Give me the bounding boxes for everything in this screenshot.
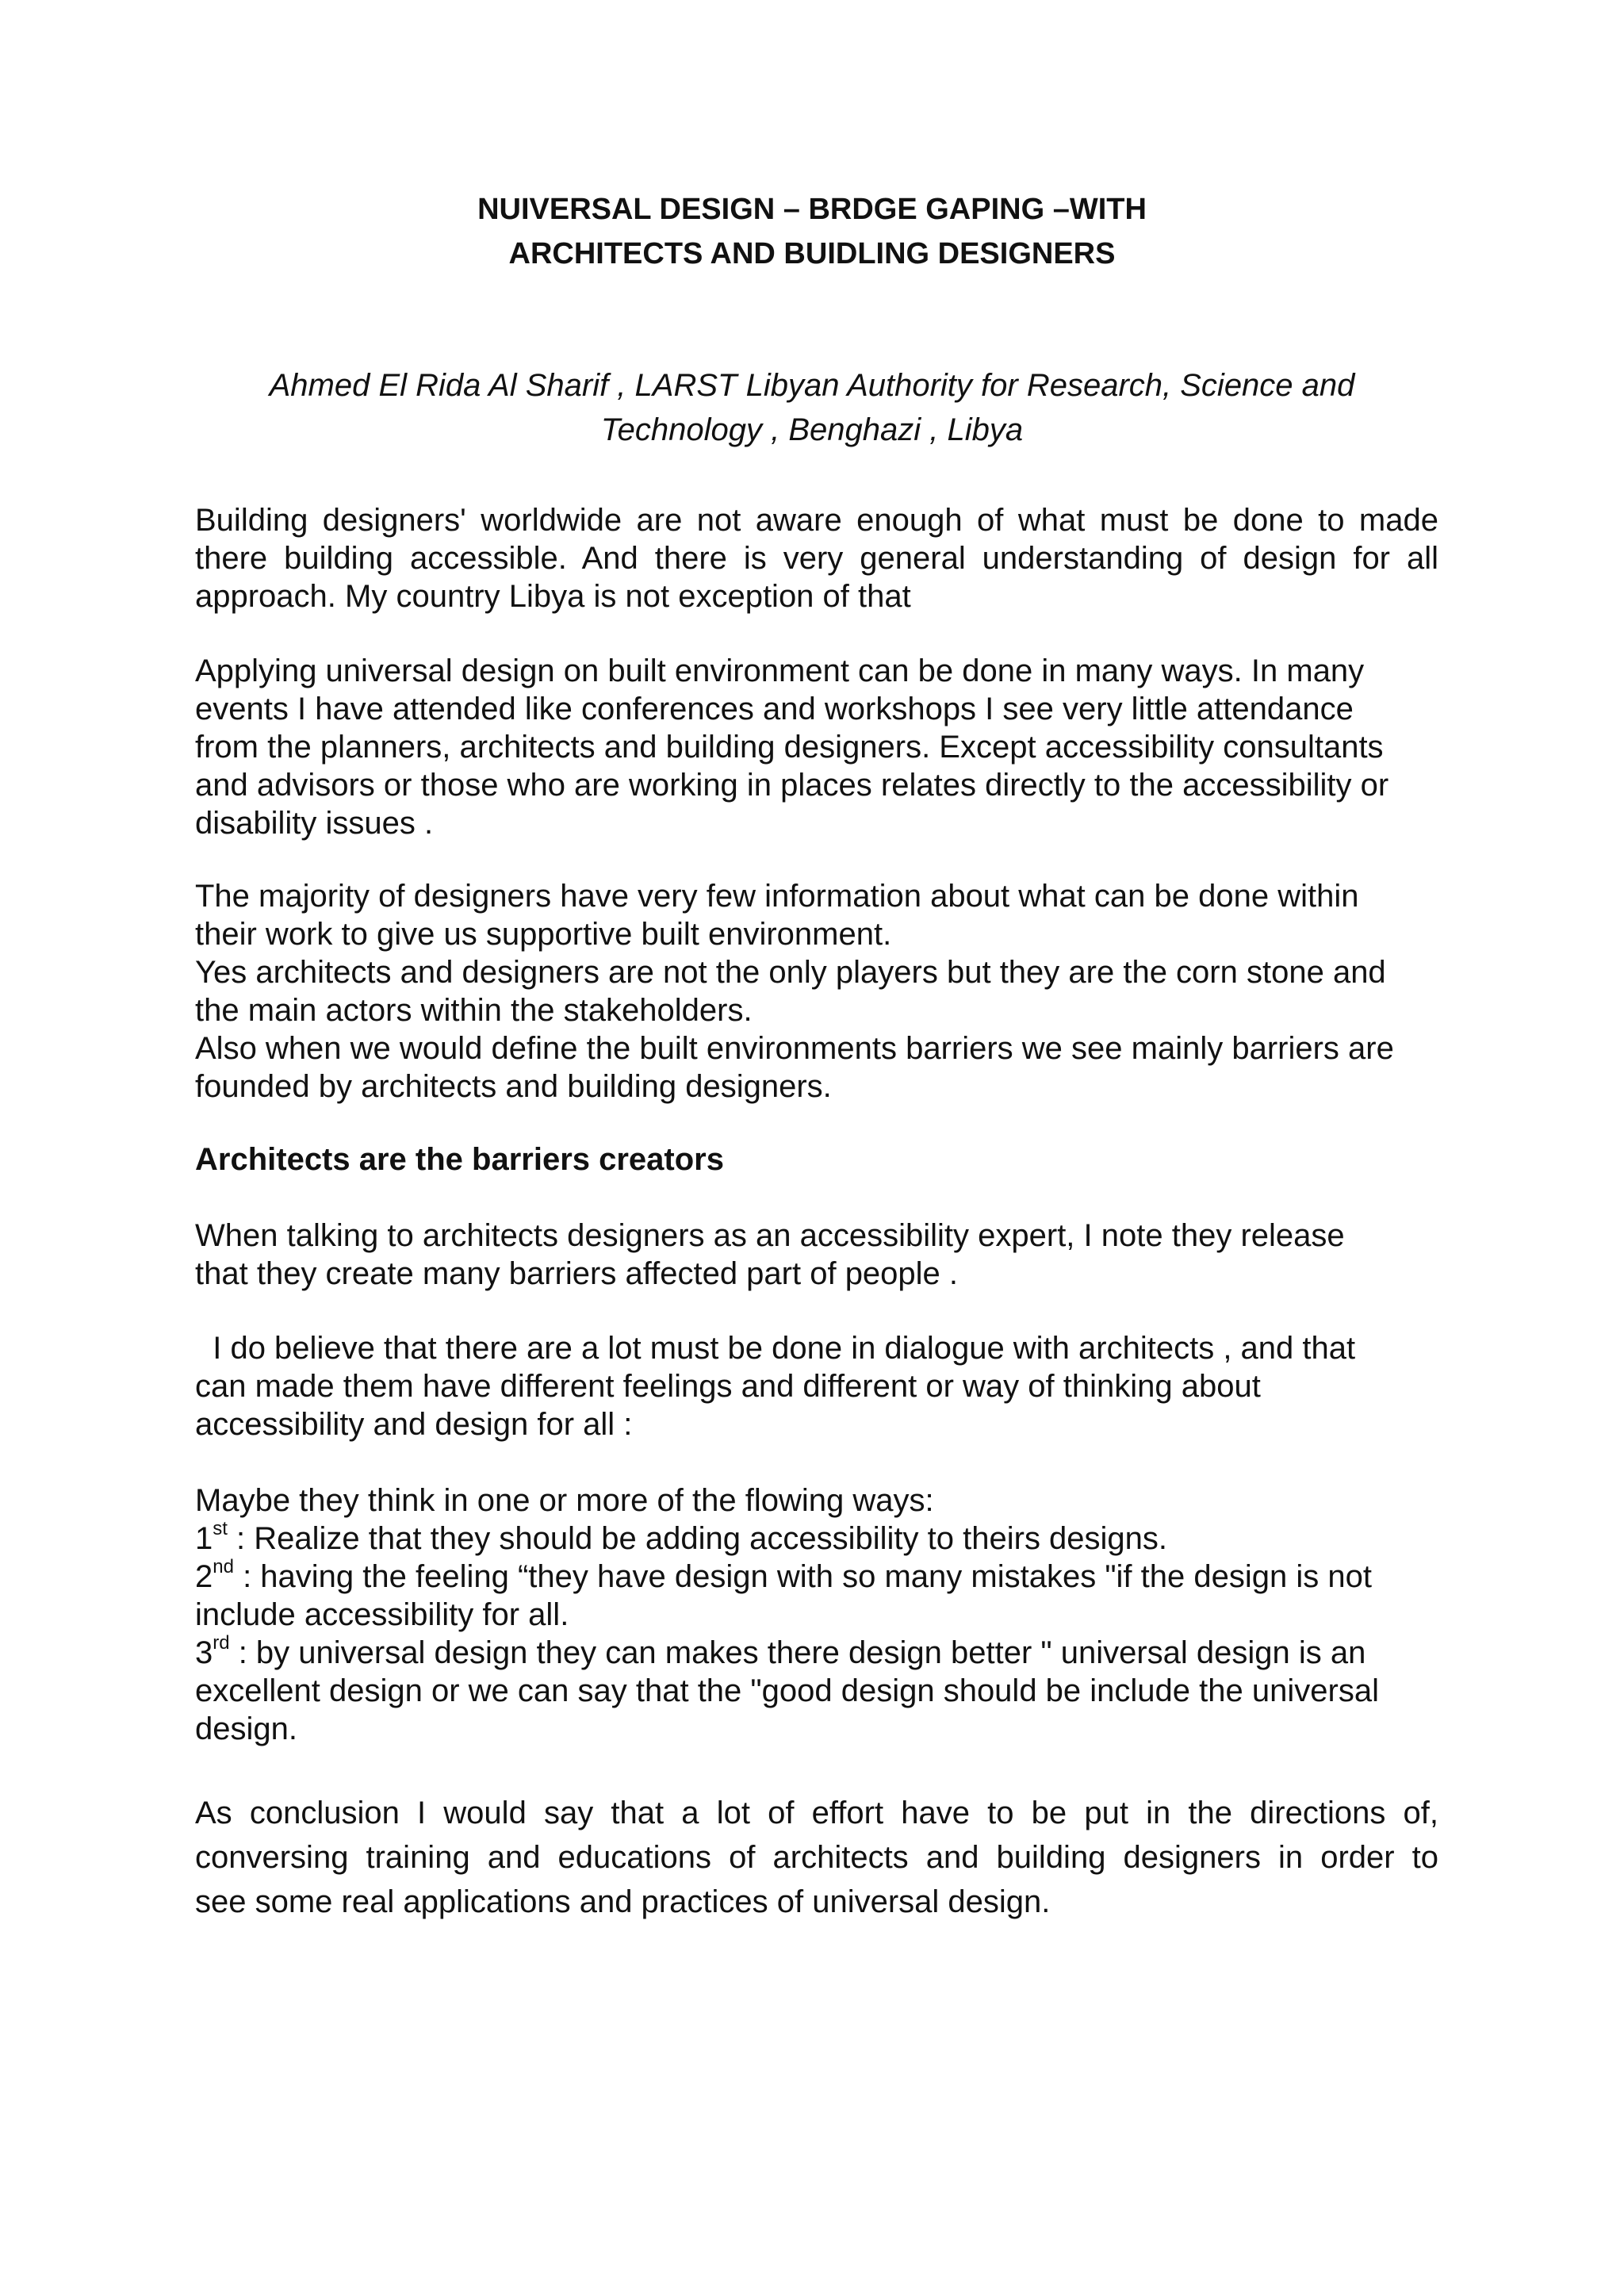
- list-item-text: : by universal design they can makes there design better " universal design is an: [229, 1635, 1366, 1670]
- paragraph-line: conversing training and educations of architects and building designers in order to: [195, 1840, 1438, 1875]
- paragraph-line: that they create many barriers affected part of people .: [195, 1256, 959, 1291]
- author-line-1: Ahmed El Rida Al Sharif , LARST Libyan Authority for Research, Science and: [269, 368, 1355, 403]
- paragraph-6: [195, 1481, 1438, 1748]
- ordinal-suffix: nd: [213, 1556, 234, 1577]
- list-item-2-continuation: include accessibility for all.: [195, 1597, 569, 1632]
- list-item-3-continuation: design.: [195, 1711, 297, 1746]
- paragraph-7: [195, 1791, 1438, 1924]
- paragraph-line: see some real applications and practices of universal design.: [195, 1884, 1051, 1919]
- paragraph-line: accessibility and design for all :: [195, 1407, 633, 1442]
- paragraph-line: and advisors or those who are working in places relates directly to the accessibility or: [195, 768, 1389, 803]
- list-item-number: 1: [195, 1521, 213, 1556]
- paragraph-5: [195, 1329, 1438, 1443]
- paragraph-line: the main actors within the stakeholders.: [195, 993, 753, 1028]
- list-item-1: [195, 1520, 1438, 1558]
- paragraph-line: founded by architects and building designers.: [195, 1069, 832, 1104]
- list-item-number: 3: [195, 1635, 213, 1670]
- list-item-2: [195, 1558, 1438, 1596]
- author-affiliation: [0, 363, 1624, 452]
- paragraph-line: Yes architects and designers are not the only players but they are the corn stone and: [195, 955, 1386, 990]
- paragraph-line: Also when we would define the built environments barriers we see mainly barriers are: [195, 1031, 1394, 1066]
- list-item-3-continuation: excellent design or we can say that the "good design should be include the universal: [195, 1673, 1379, 1708]
- paragraph-2: [195, 652, 1438, 842]
- paragraph-line: events I have attended like conferences and workshops I see very little attendance: [195, 692, 1354, 726]
- paragraph-4: [195, 1217, 1438, 1293]
- paragraph-line: When talking to architects designers as an accessibility expert, I note they release: [195, 1218, 1345, 1253]
- paragraph-line: Building designers' worldwide are not aware enough of what must be done to made: [195, 503, 1438, 538]
- paragraph-line: from the planners, architects and building designers. Except accessibility consultants: [195, 730, 1384, 765]
- author-line-2: Technology , Benghazi , Libya: [600, 412, 1024, 447]
- list-item-text: : having the feeling “they have design with so many mistakes "if the design is not: [233, 1559, 1372, 1594]
- paragraph-3: [195, 877, 1438, 1106]
- title-line-1: NUIVERSAL DESIGN – BRDGE GAPING –WITH: [477, 193, 1147, 226]
- ordinal-suffix: st: [213, 1518, 228, 1539]
- paragraph-line: As conclusion I would say that a lot of effort have to be put in the directions of,: [195, 1796, 1438, 1830]
- paragraph-line: I do believe that there are a lot must be done in dialogue with architects , and that: [195, 1331, 1356, 1366]
- list-item-3: [195, 1634, 1438, 1672]
- ordinal-suffix: rd: [213, 1632, 230, 1654]
- document-title: [0, 187, 1624, 276]
- section-heading: Architects are the barriers creators: [195, 1142, 724, 1177]
- paragraph-line: Applying universal design on built environment can be done in many ways. In many: [195, 654, 1365, 688]
- paragraph-line: The majority of designers have very few information about what can be done within: [195, 879, 1359, 914]
- paragraph-line: can made them have different feelings and different or way of thinking about: [195, 1369, 1261, 1404]
- list-intro: Maybe they think in one or more of the flowing ways:: [195, 1483, 934, 1518]
- paragraph-line: their work to give us supportive built environment.: [195, 917, 892, 952]
- paragraph-1: [195, 501, 1438, 615]
- list-item-text: : Realize that they should be adding accessibility to theirs designs.: [227, 1521, 1168, 1556]
- paragraph-line: there building accessible. And there is very general understanding of design for all: [195, 541, 1438, 576]
- title-line-2: ARCHITECTS AND BUIDLING DESIGNERS: [508, 237, 1116, 270]
- paragraph-line: disability issues .: [195, 806, 434, 841]
- paragraph-line: approach. My country Libya is not exception of that: [195, 579, 911, 614]
- list-item-number: 2: [195, 1559, 213, 1594]
